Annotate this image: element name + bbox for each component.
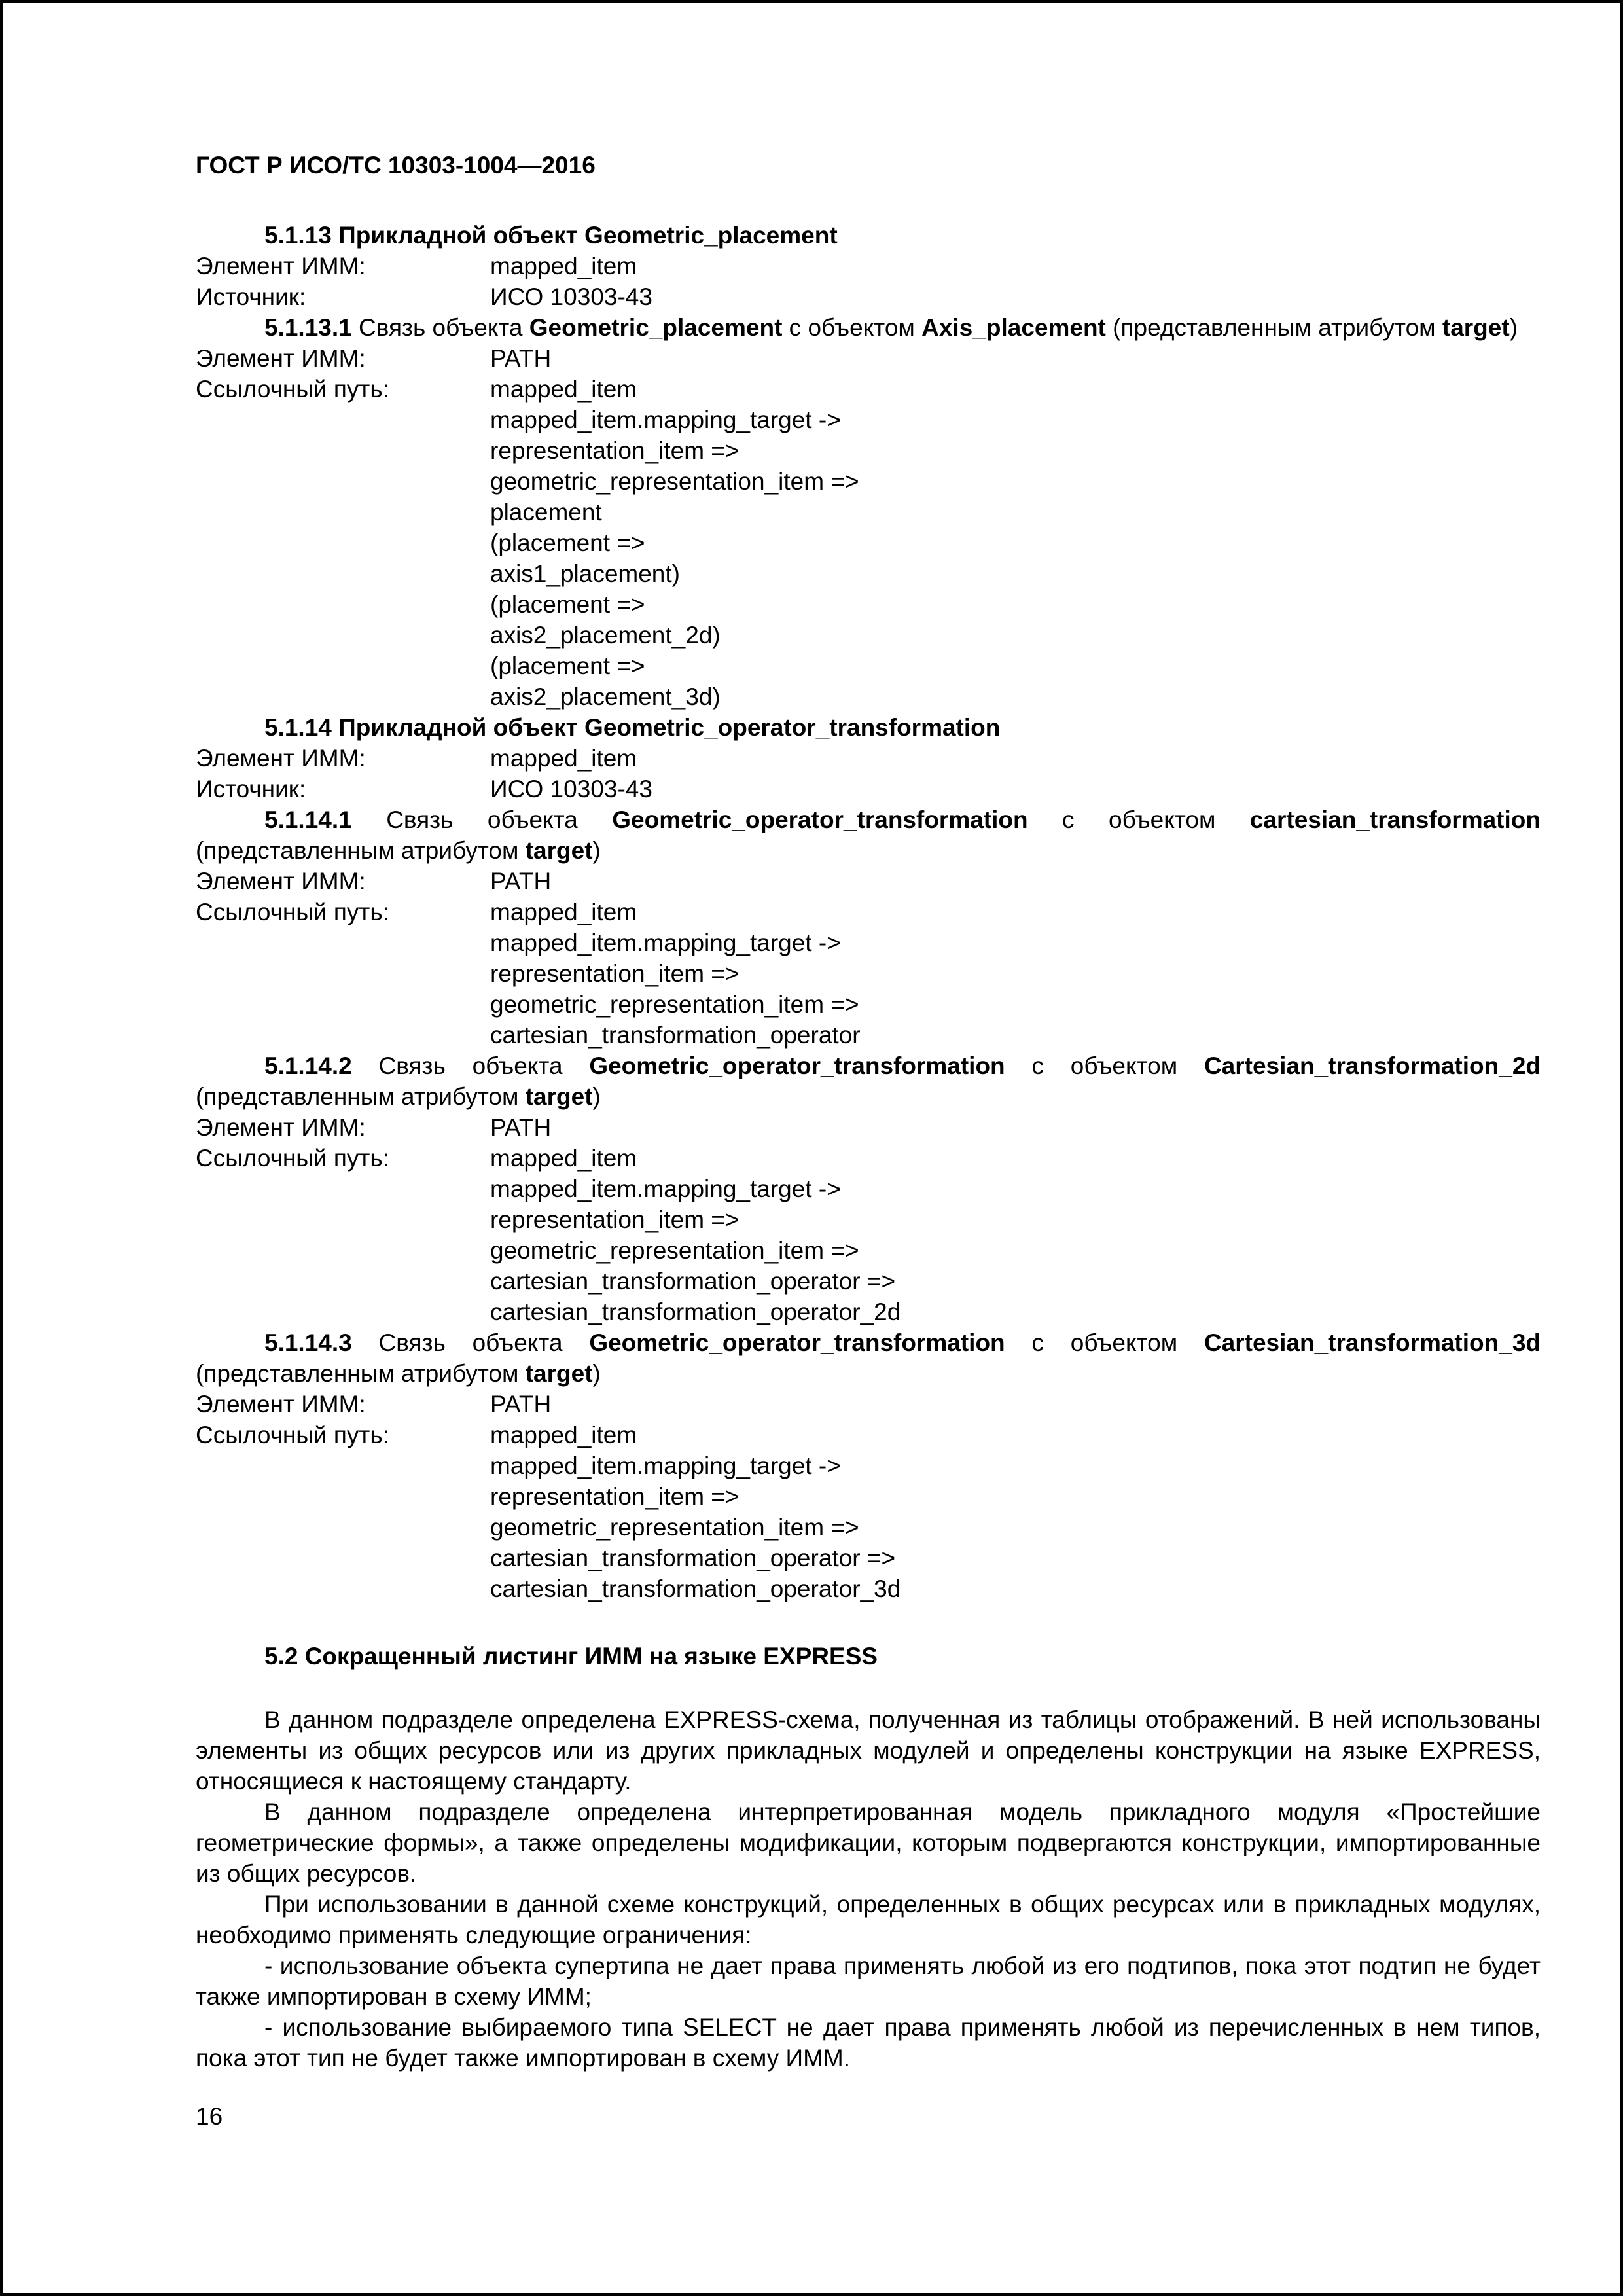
heading-5-1-13	[196, 220, 1541, 251]
field-value-line: mapped_item.mapping_target ->	[490, 1175, 841, 1202]
text-run-bold: 5.1.14.2	[264, 1052, 379, 1079]
text-run: Связь объекта	[378, 1052, 590, 1079]
field-value-line: PATH	[490, 1391, 552, 1418]
field-label: Ссылочный путь:	[196, 376, 389, 403]
text-run-bold: Axis_placement	[921, 314, 1106, 341]
field-value-line: axis2_placement_2d)	[490, 622, 721, 649]
field-value-line: mapped_item.mapping_target ->	[490, 1452, 841, 1479]
field-value-line: (placement =>	[490, 591, 645, 618]
text-run-bold: target	[525, 837, 593, 864]
heading-5-2	[196, 1641, 1541, 1672]
field-value-line: geometric_representation_item =>	[490, 1514, 859, 1541]
field-values	[490, 251, 1541, 281]
field-values	[490, 374, 1541, 712]
text-run: (представленным атрибутом	[196, 837, 526, 864]
field-value-line: (placement =>	[490, 653, 645, 679]
text-run-bold: target	[525, 1083, 593, 1110]
field-label: Источник:	[196, 776, 306, 802]
field-imm-element	[196, 1389, 1541, 1420]
field-value-line: cartesian_transformation_operator =>	[490, 1545, 896, 1571]
text-run-bold: Geometric_operator_transformation	[589, 1329, 1005, 1356]
field-values	[490, 774, 1541, 804]
field-value-line: mapped_item	[490, 376, 637, 403]
field-label: Элемент ИММ:	[196, 1391, 366, 1418]
field-label: Элемент ИММ:	[196, 345, 366, 372]
text-run: с объектом	[1005, 1052, 1204, 1079]
field-value-line: PATH	[490, 1114, 552, 1141]
field-value-line: PATH	[490, 345, 552, 372]
field-imm-element	[196, 343, 1541, 374]
field-imm-element	[196, 743, 1541, 774]
field-imm-element	[196, 251, 1541, 281]
field-reference-path	[196, 897, 1541, 1050]
text-run: В данном подразделе определена интерпретированная модель прикладного модуля «Простейшие геометрические формы», а также определены модификации, которым подвергаются конструкции, импортированные из общих ресурсов.	[196, 1799, 1541, 1887]
field-source	[196, 281, 1541, 312]
paragraph	[196, 2012, 1541, 2073]
text-run: )	[592, 837, 601, 864]
field-value-line: mapped_item.mapping_target ->	[490, 406, 841, 433]
heading-5-1-14-3	[196, 1327, 1541, 1389]
field-value-line: (placement =>	[490, 529, 645, 556]
text-run-bold: target	[525, 1360, 593, 1387]
text-run-bold: 5.2 Сокращенный листинг ИММ на языке EXPRESS	[264, 1643, 878, 1670]
text-run: Связь объекта	[386, 806, 613, 833]
text-run-bold: Cartesian_transformation_3d	[1204, 1329, 1541, 1356]
text-run-bold: Geometric_operator_transformation	[612, 806, 1028, 833]
field-label: Элемент ИММ:	[196, 1114, 366, 1141]
text-run: - использование выбираемого типа SELECT не дает права применять любой из перечисленных в нем типов, пока этот тип не будет также импортирован в схему ИММ.	[196, 2014, 1541, 2072]
field-values	[490, 1143, 1541, 1327]
field-value-line: axis2_placement_3d)	[490, 683, 721, 710]
field-value-line: cartesian_transformation_operator =>	[490, 1268, 896, 1295]
paragraph	[196, 1950, 1541, 2012]
text-run: с объектом	[1005, 1329, 1204, 1356]
field-values	[490, 743, 1541, 774]
field-values	[490, 1112, 1541, 1143]
text-run: (представленным атрибутом	[196, 1083, 526, 1110]
field-values	[490, 1389, 1541, 1420]
text-run: с объектом	[1027, 806, 1250, 833]
text-run-bold: cartesian_transformation	[1249, 806, 1541, 833]
document-header: ГОСТ Р ИСО/ТС 10303-1004—2016	[196, 152, 596, 179]
text-run-bold: Geometric_placement	[529, 314, 783, 341]
text-run-bold: target	[1442, 314, 1510, 341]
field-value-line: mapped_item	[490, 1422, 637, 1448]
field-values	[490, 281, 1541, 312]
heading-5-1-14-2	[196, 1050, 1541, 1112]
field-imm-element	[196, 1112, 1541, 1143]
field-value-line: cartesian_transformation_operator_2d	[490, 1299, 901, 1325]
field-value-line: representation_item =>	[490, 960, 740, 987]
field-values	[490, 897, 1541, 1050]
field-value-line: mapped_item	[490, 253, 637, 279]
page-number: 16	[196, 2103, 223, 2130]
field-value-line: representation_item =>	[490, 437, 740, 464]
field-label: Ссылочный путь:	[196, 1145, 389, 1172]
text-run-bold: 5.1.14.1	[264, 806, 387, 833]
text-run: с объектом	[782, 314, 922, 341]
field-value-line: geometric_representation_item =>	[490, 1237, 859, 1264]
field-value-line: mapped_item.mapping_target ->	[490, 929, 841, 956]
field-reference-path	[196, 1420, 1541, 1604]
text-run: В данном подразделе определена EXPRESS-схема, полученная из таблицы отображений. В ней использованы элементы из общих ресурсов или из других прикладных модулей и определены конструкции на языке EXPRESS, относящиеся к настоящему стандарту.	[196, 1706, 1541, 1795]
field-value-line: ИСО 10303-43	[490, 776, 652, 802]
text-run-bold: 5.1.14 Прикладной объект Geometric_operator_transformation	[264, 714, 1001, 741]
text-run: )	[1509, 314, 1518, 341]
field-label: Элемент ИММ:	[196, 745, 366, 772]
field-values	[490, 343, 1541, 374]
field-values	[490, 1420, 1541, 1604]
field-values	[490, 866, 1541, 897]
field-value-line: representation_item =>	[490, 1206, 740, 1233]
field-value-line: axis1_placement)	[490, 560, 680, 587]
text-run: При использовании в данной схеме конструкций, определенных в общих ресурсах или в прикладных модулях, необходимо применять следующие ограничения:	[196, 1891, 1541, 1948]
heading-5-1-13-1	[196, 312, 1541, 343]
text-run: (представленным атрибутом	[196, 1360, 526, 1387]
text-run-bold: Cartesian_transformation_2d	[1204, 1052, 1541, 1079]
text-run: Связь объекта	[359, 314, 529, 341]
field-source	[196, 774, 1541, 804]
text-run: )	[592, 1083, 601, 1110]
field-value-line: mapped_item	[490, 1145, 637, 1172]
field-value-line: PATH	[490, 868, 552, 895]
page-content	[196, 150, 1541, 2132]
text-run: (представленным атрибутом	[1105, 314, 1442, 341]
field-value-line: mapped_item	[490, 745, 637, 772]
paragraph	[196, 1797, 1541, 1889]
field-label: Ссылочный путь:	[196, 1422, 389, 1448]
text-run-bold: 5.1.13.1	[264, 314, 359, 341]
field-value-line: representation_item =>	[490, 1483, 740, 1510]
field-imm-element	[196, 866, 1541, 897]
text-run: )	[592, 1360, 601, 1387]
field-value-line: placement	[490, 499, 602, 526]
heading-5-1-14-1	[196, 804, 1541, 866]
field-value-line: mapped_item	[490, 899, 637, 925]
text-run: - использование объекта супертипа не дает права применять любой из его подтипов, пока этот подтип не будет также импортирован в схему ИММ;	[196, 1952, 1541, 2010]
text-run: Связь объекта	[378, 1329, 590, 1356]
text-run-bold: 5.1.13 Прикладной объект Geometric_placement	[264, 222, 838, 249]
field-label: Источник:	[196, 283, 306, 310]
field-label: Ссылочный путь:	[196, 899, 389, 925]
field-value-line: cartesian_transformation_operator_3d	[490, 1575, 901, 1602]
paragraph	[196, 1889, 1541, 1950]
field-reference-path	[196, 1143, 1541, 1327]
field-value-line: geometric_representation_item =>	[490, 991, 859, 1018]
field-value-line: cartesian_transformation_operator	[490, 1022, 861, 1049]
text-run-bold: 5.1.14.3	[264, 1329, 379, 1356]
field-label: Элемент ИММ:	[196, 868, 366, 895]
field-reference-path	[196, 374, 1541, 712]
paragraph	[196, 1704, 1541, 1797]
text-run-bold: Geometric_operator_transformation	[589, 1052, 1005, 1079]
content-blocks	[196, 220, 1541, 2073]
field-value-line: geometric_representation_item =>	[490, 468, 859, 495]
field-value-line: ИСО 10303-43	[490, 283, 652, 310]
heading-5-1-14	[196, 712, 1541, 743]
field-label: Элемент ИММ:	[196, 253, 366, 279]
